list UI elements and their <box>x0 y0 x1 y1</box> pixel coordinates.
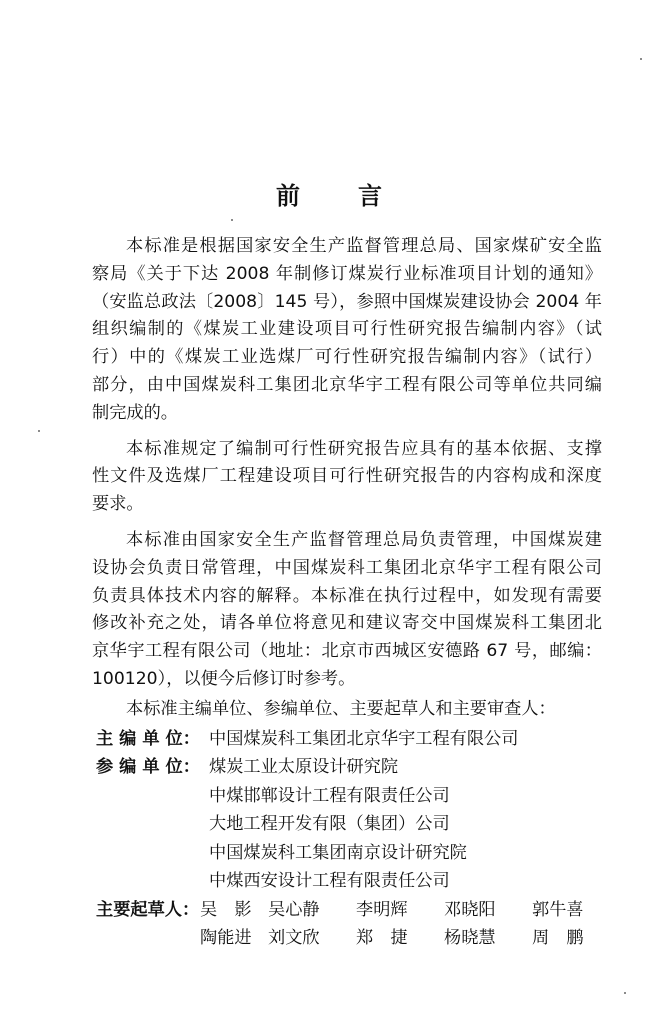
paragraph-line: 本标准规定了编制可行性研究报告应具有的基本依据、支撑 <box>126 438 602 459</box>
drafters-row <box>92 925 602 954</box>
paragraph-line: 部分，由中国煤炭科工集团北京华宇工程有限公司等单位共同编 <box>92 374 602 395</box>
participant-row <box>92 754 602 783</box>
paragraph-line: 本标准主编单位、参编单位、主要起草人和主要审查人： <box>126 698 556 719</box>
participant-row <box>92 811 602 840</box>
participant-unit: 中煤西安设计工程有限责任公司 <box>209 871 450 892</box>
scan-speck <box>640 58 642 60</box>
participant-unit: 中国煤炭科工集团南京设计研究院 <box>209 842 467 863</box>
drafters-names <box>200 925 602 953</box>
participant-unit: 大地工程开发有限（集团）公司 <box>209 814 450 835</box>
paragraph-4 <box>92 696 602 724</box>
scan-speck <box>231 219 233 221</box>
paragraph-line: 负责具体技术内容的解释。本标准在执行过程中，如发现有需要 <box>92 585 602 606</box>
paragraph-line: 设协会负责日常管理，中国煤炭科工集团北京华宇工程有限公司 <box>92 557 602 578</box>
paragraph-line: 组织编制的《煤炭工业建设项目可行性研究报告编制内容》（试 <box>92 319 602 340</box>
paragraph-line: 修改补充之处，请各单位将意见和建议寄交中国煤炭科工集团北 <box>92 613 602 634</box>
participant-row <box>92 840 602 869</box>
participant-unit: 煤炭工业太原设计研究院 <box>209 757 399 778</box>
participant-unit: 中煤邯郸设计工程有限责任公司 <box>209 785 450 806</box>
paragraph-line: 行）中的《煤炭工业选煤厂可行性研究报告编制内容》（试行） <box>92 347 602 368</box>
title-char-1: 前 <box>276 182 302 210</box>
paragraph-line: 要求。 <box>92 494 144 515</box>
scan-speck <box>38 430 40 432</box>
participant-row <box>92 868 602 897</box>
contributors-list <box>92 726 602 954</box>
paragraph-line: （安监总政法〔2008〕145 号），参照中国煤炭建设协会 2004 年 <box>92 291 602 312</box>
drafter-name: 周 鹏 <box>532 928 584 949</box>
paragraph-line: 察局《关于下达 2008 年制修订煤炭行业标准项目计划的通知》 <box>92 263 602 284</box>
drafters-label: 主要起草人： <box>96 899 200 920</box>
paragraph-2 <box>92 436 602 519</box>
preface-body <box>92 233 602 954</box>
drafter-name: 郭牛喜 <box>532 899 584 920</box>
paragraph-line: 性文件及选煤厂工程建设项目可行性研究报告的内容构成和深度 <box>92 466 602 487</box>
chief-editor-label: 主 编 单 位： <box>96 728 200 749</box>
paragraph-3 <box>92 527 602 694</box>
paragraph-1 <box>92 233 602 428</box>
paragraph-line: 本标准由国家安全生产监督管理总局负责管理，中国煤炭建 <box>126 529 602 550</box>
participant-row <box>92 783 602 812</box>
drafter-name: 刘文欣 <box>268 928 320 949</box>
paragraph-line: 京华宇工程有限公司（地址：北京市西城区安德路 67 号，邮编： <box>92 641 602 662</box>
chief-editor-row <box>92 726 602 755</box>
paragraph-line: 制完成的。 <box>92 402 178 423</box>
participants-label: 参 编 单 位： <box>96 757 200 778</box>
drafter-name: 吴心静 <box>268 899 320 920</box>
drafter-name: 吴 影 <box>200 899 252 920</box>
paragraph-line: 100120），以便今后修订时参考。 <box>92 668 356 689</box>
page-title <box>0 176 660 211</box>
scan-speck <box>624 992 626 994</box>
drafter-name: 杨晓慧 <box>444 928 496 949</box>
drafter-name: 李明辉 <box>356 899 408 920</box>
drafter-name: 郑 捷 <box>356 928 408 949</box>
paragraph-line: 本标准是根据国家安全生产监督管理总局、国家煤矿安全监 <box>126 236 602 256</box>
drafters-names <box>200 897 602 925</box>
chief-editor-value: 中国煤炭科工集团北京华宇工程有限公司 <box>209 728 519 749</box>
drafters-row <box>92 897 602 926</box>
drafter-name: 陶能进 <box>200 928 252 949</box>
drafter-name: 邓晓阳 <box>444 899 496 920</box>
title-char-2: 言 <box>358 182 384 210</box>
